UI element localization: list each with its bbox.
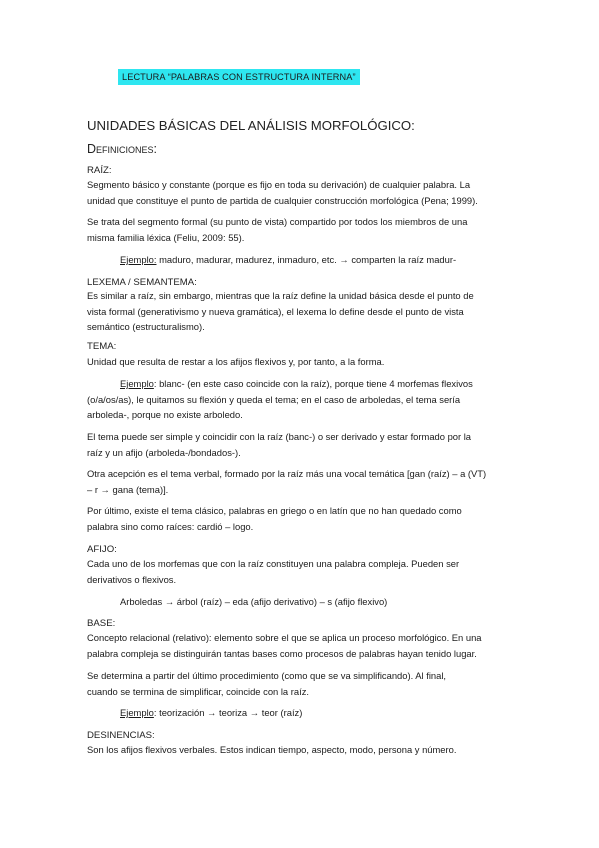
text-line: Se trata del segmento formal (su punto de vista) compartido por todos los miembros de una <box>87 216 468 227</box>
desinencias-paragraph <box>87 742 517 758</box>
raiz-paragraph-1 <box>87 177 517 208</box>
lecture-heading-highlighted: LECTURA “PALABRAS CON ESTRUCTURA INTERNA” <box>118 69 360 85</box>
afijo-label: AFIJO: <box>87 544 117 555</box>
section-title: UNIDADES BÁSICAS DEL ANÁLISIS MORFOLÓGICO: <box>87 118 415 133</box>
example-label: Ejemplo: <box>120 254 157 265</box>
base-label: BASE: <box>87 618 116 629</box>
raiz-paragraph-2 <box>87 214 517 245</box>
text-line: vista formal (generativismo y nueva gramática), el lexema lo define desde el punto de vista <box>87 305 464 317</box>
text-line: Por último, existe el tema clásico, palabras en griego o en latín que no han quedado como <box>87 505 462 516</box>
example-label: Ejemplo <box>120 378 154 389</box>
tema-label: TEMA: <box>87 341 117 352</box>
text-line: palabra sino como raíces: cardió – logo. <box>87 520 254 532</box>
text-line: Otra acepción es el tema verbal, formado por la raíz más una vocal temática [gan (raíz) – a (VT) <box>87 468 487 479</box>
lexema-label: LEXEMA / SEMANTEMA: <box>87 277 197 288</box>
raiz-example <box>120 252 456 268</box>
text-line: Se determina a partir del último procedimiento (como que se va simplificando). Al final, <box>87 670 447 681</box>
text-line: Es similar a raíz, sin embargo, mientras que la raíz define la unidad básica desde el punto de <box>87 290 474 301</box>
raiz-label: RAÍZ: <box>87 165 112 176</box>
base-paragraph-1 <box>87 630 517 661</box>
base-paragraph-2 <box>87 668 517 699</box>
text-line: derivativos o flexivos. <box>87 573 177 585</box>
tema-example <box>87 376 517 423</box>
tema-paragraph-2 <box>87 429 517 460</box>
base-example <box>120 705 302 721</box>
text-line: Cada uno de los morfemas que con la raíz constituyen una palabra compleja. Pueden ser <box>87 558 460 569</box>
afijo-paragraph <box>87 556 517 587</box>
text-line: (o/a/os/as), le quitamos su flexión y queda el tema; en el caso de arboledas, el tema sería <box>87 393 461 405</box>
example-text: : blanc- (en este caso coincide con la raíz), porque tiene 4 morfemas flexivos <box>153 378 473 389</box>
text-line: Son los afijos flexivos verbales. Estos indican tiempo, aspecto, modo, persona y número. <box>87 744 457 755</box>
text-line: raíz y un afijo (arboleda-/bondados-). <box>87 446 241 458</box>
afijo-example: Arboledas → árbol (raíz) – eda (afijo derivativo) – s (afijo flexivo) <box>120 596 388 607</box>
text-line: cuando se termina de simplificar, coincide con la raíz. <box>87 685 309 697</box>
tema-paragraph-1: Unidad que resulta de restar a los afijos flexivos y, por tanto, a la forma. <box>87 356 385 367</box>
lexema-paragraph <box>87 288 517 335</box>
text-line: palabra compleja se distinguirán tantas bases como procesos de palabras hayan tenido lugar. <box>87 647 477 659</box>
text-line <box>87 376 517 392</box>
example-text: : teorización → teoriza → teor (raíz) <box>153 707 303 718</box>
definitions-subtitle: Definiciones: <box>87 142 158 156</box>
example-text: maduro, madurar, madurez, inmaduro, etc. → comparten la raíz madur- <box>156 254 457 265</box>
example-label: Ejemplo <box>120 707 154 718</box>
text-line: unidad que constituye el punto de partida de cualquier construcción morfológica (Pena; 1999). <box>87 194 478 206</box>
tema-paragraph-3 <box>87 466 517 497</box>
text-line: arboleda-, porque no existe arboledo. <box>87 409 243 421</box>
text-line: Concepto relacional (relativo): elemento sobre el que se aplica un proceso morfológico. En una <box>87 632 482 643</box>
text-line: – r → gana (tema)]. <box>87 483 169 495</box>
desinencias-label: DESINENCIAS: <box>87 730 155 741</box>
text-line: semántico (estructuralismo). <box>87 321 205 333</box>
text-line: El tema puede ser simple y coincidir con la raíz (banc-) o ser derivado y estar formado por la <box>87 431 472 442</box>
tema-paragraph-4 <box>87 503 517 534</box>
text-line: Segmento básico y constante (porque es fijo en toda su derivación) de cualquier palabra. La <box>87 179 471 190</box>
text-line: misma familia léxica (Feliu, 2009: 55). <box>87 231 245 243</box>
